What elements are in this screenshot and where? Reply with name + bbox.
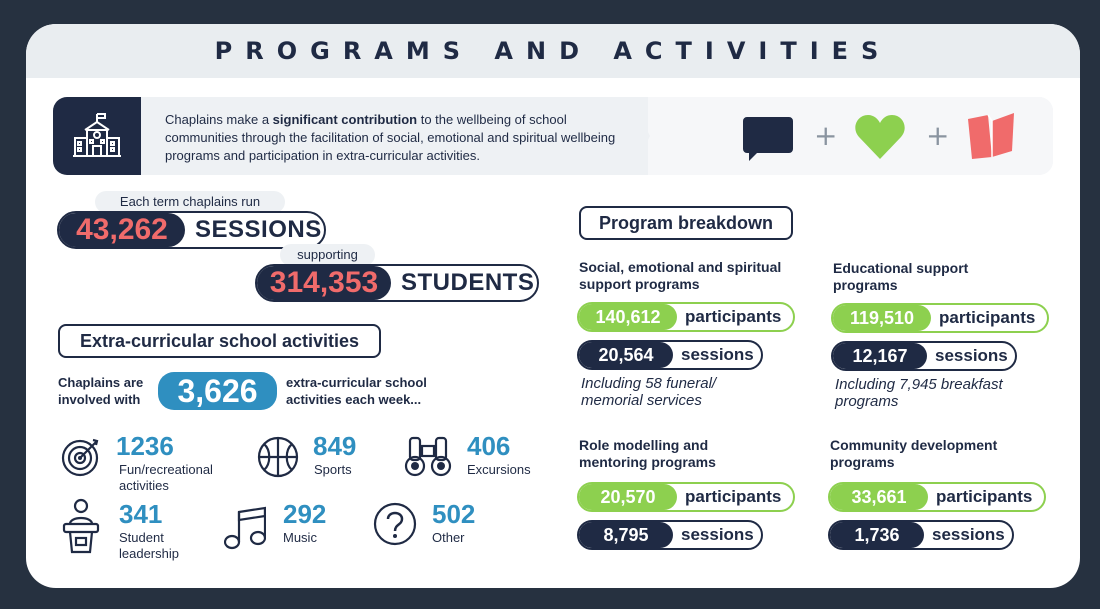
extra-heading: Extra-curricular school activities xyxy=(58,324,381,358)
activity-value: 292 xyxy=(283,499,327,529)
program-participants xyxy=(831,303,1049,333)
sessions-word: sessions xyxy=(681,525,754,544)
activity-value: 849 xyxy=(313,431,357,461)
intro-text-part: Chaplains make a xyxy=(165,112,273,127)
sessions-value: 12,167 xyxy=(833,343,927,369)
program-participants xyxy=(577,302,795,332)
plus-sign: + xyxy=(814,119,838,152)
program-title: Community development programs xyxy=(830,437,998,470)
intro-text-bold: significant contribution xyxy=(272,112,418,127)
infographic-card xyxy=(26,24,1080,588)
podium-speaker-icon xyxy=(61,498,101,559)
sessions-value: 43,262 xyxy=(59,213,185,247)
activity-label: Sports xyxy=(314,462,352,477)
intro-text xyxy=(165,111,635,165)
basketball-icon xyxy=(257,436,299,483)
question-mark-icon xyxy=(373,502,417,551)
participants-value: 119,510 xyxy=(833,305,931,331)
program-sessions xyxy=(831,341,1017,371)
participants-value: 140,612 xyxy=(579,304,677,330)
activity-label: Fun/recreational activities xyxy=(119,462,213,493)
participants-value: 20,570 xyxy=(579,484,677,510)
extra-total-value: 3,626 xyxy=(158,372,277,410)
arrow-divider xyxy=(630,97,650,175)
program-title: Role modelling and mentoring programs xyxy=(579,437,716,470)
sessions-word: sessions xyxy=(932,525,1005,544)
participants-word: participants xyxy=(685,307,782,326)
program-note: Including 58 funeral/ memorial services xyxy=(581,375,717,409)
extra-left-text: Chaplains are involved with xyxy=(58,375,144,407)
sessions-stat xyxy=(57,211,326,249)
students-word: STUDENTS xyxy=(401,269,535,296)
target-icon xyxy=(61,436,101,483)
heart-icon xyxy=(855,115,905,164)
participants-word: participants xyxy=(685,487,782,506)
title-bar xyxy=(26,24,1080,78)
students-stat xyxy=(255,264,539,302)
activity-value: 1236 xyxy=(116,431,174,461)
sessions-word: sessions xyxy=(681,345,754,364)
sessions-value: 20,564 xyxy=(579,342,673,368)
school-building-icon xyxy=(53,97,141,175)
program-sessions xyxy=(577,340,763,370)
sessions-value: 1,736 xyxy=(830,522,924,548)
program-participants xyxy=(828,482,1046,512)
program-title: Social, emotional and spiritual support programs xyxy=(579,259,782,292)
sessions-word: sessions xyxy=(935,346,1008,365)
program-sessions xyxy=(828,520,1014,550)
activity-value: 341 xyxy=(119,499,163,529)
program-sessions xyxy=(577,520,763,550)
activity-label: Student leadership xyxy=(119,530,179,561)
sessions-word: SESSIONS xyxy=(195,216,322,243)
activity-value: 406 xyxy=(467,431,511,461)
activity-label: Music xyxy=(283,530,317,545)
participants-word: participants xyxy=(939,308,1036,327)
music-note-icon xyxy=(224,506,266,555)
participants-value: 33,661 xyxy=(830,484,928,510)
activity-label: Excursions xyxy=(467,462,531,477)
students-value: 314,353 xyxy=(257,266,391,300)
plus-sign: + xyxy=(926,119,950,152)
intro-banner xyxy=(53,97,1053,175)
binoculars-icon xyxy=(404,434,452,483)
sessions-caption: Each term chaplains run xyxy=(95,191,285,213)
open-book-icon xyxy=(966,113,1016,164)
participants-word: participants xyxy=(936,487,1033,506)
sessions-value: 8,795 xyxy=(579,522,673,548)
students-caption: supporting xyxy=(280,244,375,266)
page-title: PROGRAMS AND ACTIVITIES xyxy=(214,37,892,65)
intro-icons-panel xyxy=(648,97,1053,175)
activity-label: Other xyxy=(432,530,465,545)
breakdown-heading: Program breakdown xyxy=(579,206,793,240)
program-title: Educational support programs xyxy=(833,260,969,293)
program-note: Including 7,945 breakfast programs xyxy=(835,376,1003,410)
activity-value: 502 xyxy=(432,499,476,529)
program-participants xyxy=(577,482,795,512)
extra-right-text: extra-curricular school activities each week... xyxy=(286,375,427,407)
intro-text-part: to the wellbeing of school communities through the facilitation of social, emotional and spiritual wellbeing programs and participation in extra-curricular activities. xyxy=(165,112,616,163)
speech-bubble-icon xyxy=(743,117,793,166)
